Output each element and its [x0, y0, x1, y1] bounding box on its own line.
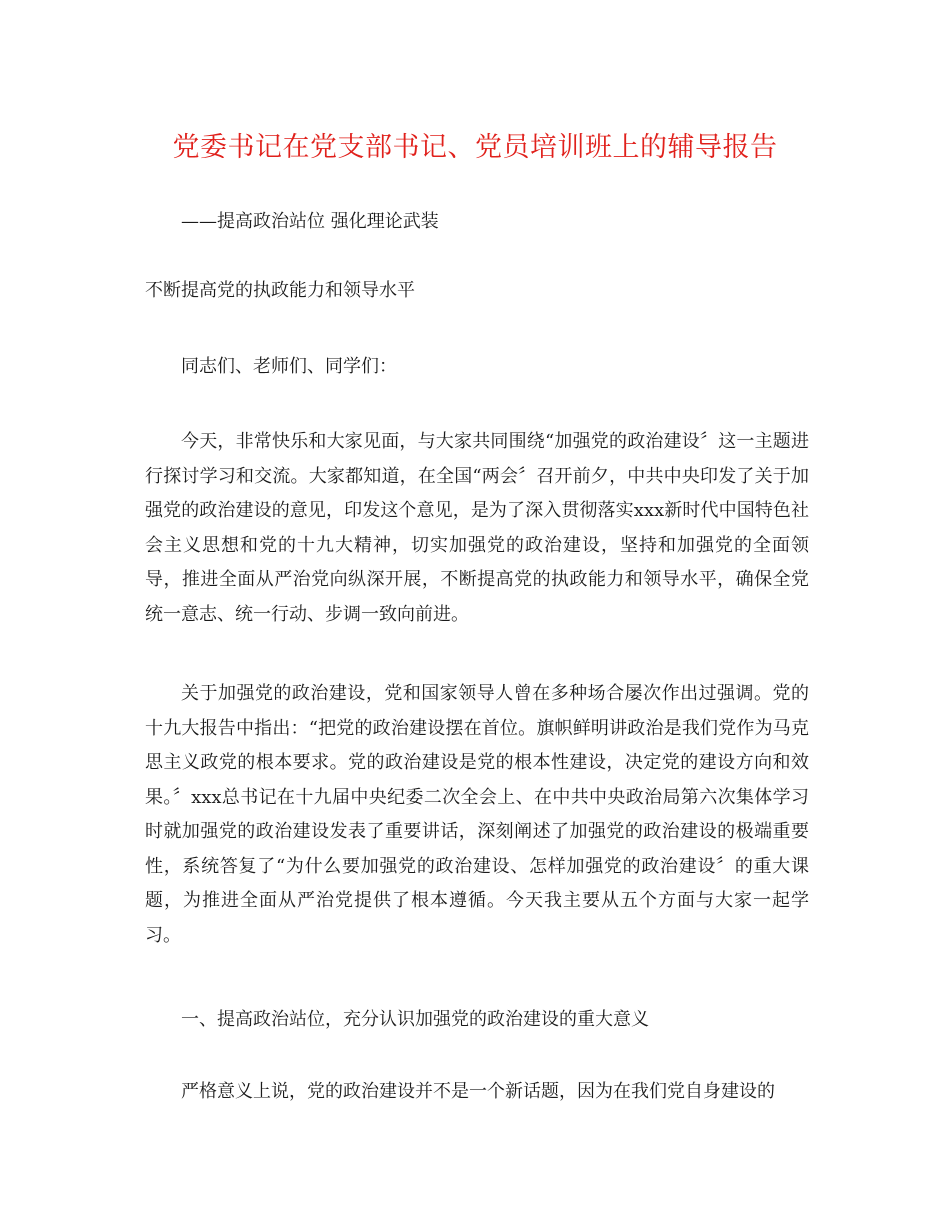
- document-title: 党委书记在党支部书记、党员培训班上的辅导报告: [172, 132, 778, 163]
- body-paragraph-3-start: 严格意义上说，党的政治建设并不是一个新话题，因为在我们党自身建设的: [181, 1081, 775, 1102]
- salutation: 同志们、老师们、同学们：: [181, 356, 397, 377]
- subtitle-line-1: ——提高政治站位 强化理论武装: [181, 211, 439, 232]
- body-paragraph-1: 今天，非常快乐和大家见面，与大家共同围绕“加强党的政治建设〞这一主题进行探讨学习和交流。大家都知道，在全国“两会〞召开前夕，中共中央印发了关于加强党的政治建设的意见，印发这个意见，是为了深入贯彻落实xxx新时代中国特色社会主义思想和党的十九大精神，切实加强党的政治建设，坚持和加强党的全面领导，推进全面从严治党向纵深开展，不断提高党的执政能力和领导水平，确保全党统一意志、统一行动、步调一致向前进。: [145, 431, 809, 625]
- body-paragraph-2: 关于加强党的政治建设，党和国家领导人曾在多种场合屡次作出过强调。党的十九大报告中指出：“把党的政治建设摆在首位。旗帜鲜明讲政治是我们党作为马克思主义政党的根本要求。党的政治建设是党的根本性建设，决定党的建设方向和效果。〞xxx总书记在十九届中央纪委二次全会上、在中共中央政治局第六次集体学习时就加强党的政治建设发表了重要讲话，深刻阐述了加强党的政治建设的极端重要性，系统答复了“为什么要加强党的政治建设、怎样加强党的政治建设〞的重大课题，为推进全面从严治党提供了根本遵循。今天我主要从五个方面与大家一起学习。: [145, 683, 809, 946]
- section-heading-1: 一、提高政治站位，充分认识加强党的政治建设的重大意义: [181, 1009, 649, 1030]
- subtitle-line-2: 不断提高党的执政能力和领导水平: [145, 280, 415, 301]
